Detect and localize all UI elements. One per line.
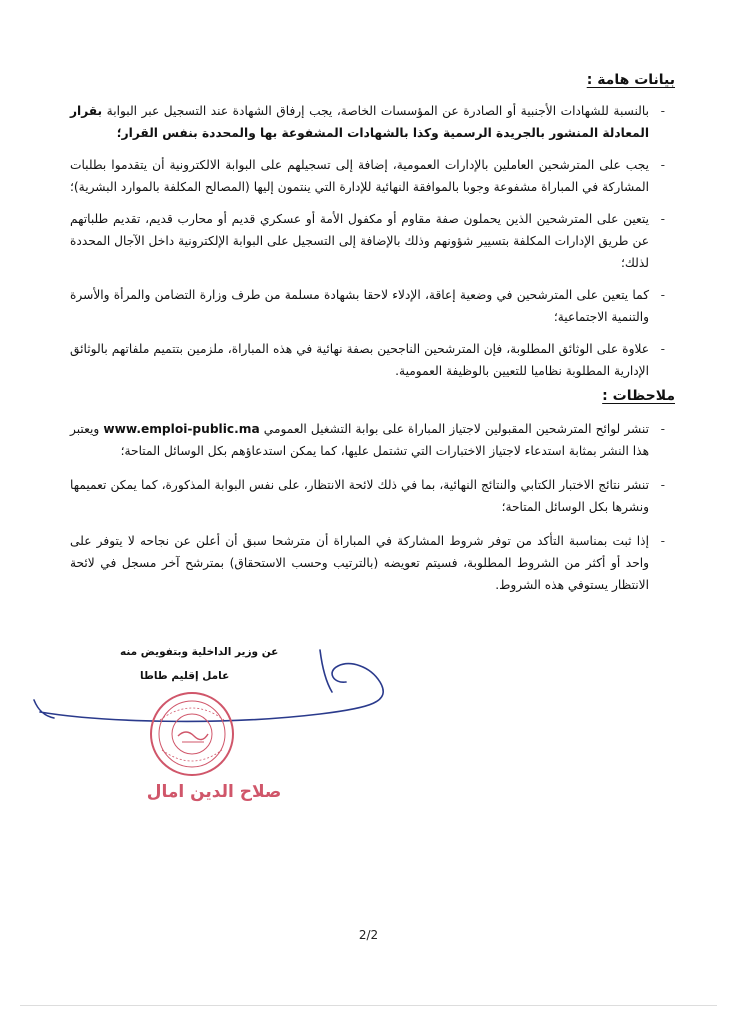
list-item: - كما يتعين على المترشحين في وضعية إعاقة، الإدلاء لاحقا بشهادة مسلمة من طرف وزارة التضامن والمرأة والأسرة والتنمية الاجتماعية؛ bbox=[70, 284, 665, 328]
list-item: - إذا ثبت بمناسبة التأكد من توفر شروط المشاركة في المباراة أن مترشحا سبق أن أعلن عن نجاحه لا يتوفر على واحد أو أكثر من الشروط المطلوبة، فسيتم تعويضه (بالترتيب وحسب الاستحقاق) بمترشح آخر مسجل في لائحة الانتظار يستوفي هذه الشروط. bbox=[70, 530, 665, 596]
section-important-title: بيانات هامة : bbox=[586, 72, 675, 88]
list-item: - علاوة على الوثائق المطلوبة، فإن المترشحين الناجحين بصفة نهائية في هذه المباراة، ملزمين بتتميم ملفاتهم بالوثائق الإدارية المطلوبة نظاميا للتعيين بالوظيفة العمومية. bbox=[70, 338, 665, 382]
signer-name: صلاح الدين امال bbox=[146, 782, 282, 802]
signature-title-line: عامل إقليم طاطا bbox=[140, 670, 230, 682]
list-item: - يتعين على المترشحين الذين يحملون صفة مقاوم أو مكفول الأمة أو عسكري قديم أو محارب قديم، تقديم طلباتهم عن طريق الإدارات المكلفة بتسيير شؤونهم وذلك بالإضافة إلى التسجيل على البوابة الإلكترونية داخل الآجال المحددة لذلك؛ bbox=[70, 208, 665, 274]
section-notes-title: ملاحظات : bbox=[602, 388, 675, 404]
bottom-divider bbox=[20, 1005, 717, 1006]
important-notes-list bbox=[70, 100, 665, 382]
portal-link[interactable]: www.emploi-public.ma bbox=[103, 422, 260, 436]
official-stamp-seal bbox=[148, 690, 236, 778]
remarks-list bbox=[70, 418, 665, 596]
signature-authority-line: عن وزير الداخلية وبتفويض منه bbox=[120, 646, 279, 658]
list-item: - تنشر نتائج الاختبار الكتابي والنتائج النهائية، بما في ذلك لائحة الانتظار، على نفس البوابة المذكورة، كما يمكن تعميمها ونشرها بكل الوسائل المتاحة؛ bbox=[70, 474, 665, 518]
list-item: - يجب على المترشحين العاملين بالإدارات العمومية، إضافة إلى تسجيلهم على البوابة الالكترونية أن يتقدموا بطلبات المشاركة في المباراة مشفوعة وجوبا بالموافقة النهائية للإدارة التي ينتمون إليها (المصالح المكلفة بالموارد البشرية)؛ bbox=[70, 154, 665, 198]
list-item: - بالنسبة للشهادات الأجنبية أو الصادرة عن المؤسسات الخاصة، يجب إرفاق الشهادة عند التسجيل عبر البوابة بقرار المعادلة المنشور بالجريدة الرسمية وكذا بالشهادات المشفوعة بها والمحددة بنفس القرار؛ bbox=[70, 100, 665, 144]
page-number: 2/2 bbox=[358, 928, 379, 942]
list-item: - تنشر لوائح المترشحين المقبولين لاجتياز المباراة على بوابة التشغيل العمومي www.emploi-public.ma ويعتبر هذا النشر بمثابة استدعاء لاجتياز الاختبارات التي تشتمل عليها، كما يمكن استدعاؤهم بكل الوسائل المتاحة؛ bbox=[70, 418, 665, 462]
